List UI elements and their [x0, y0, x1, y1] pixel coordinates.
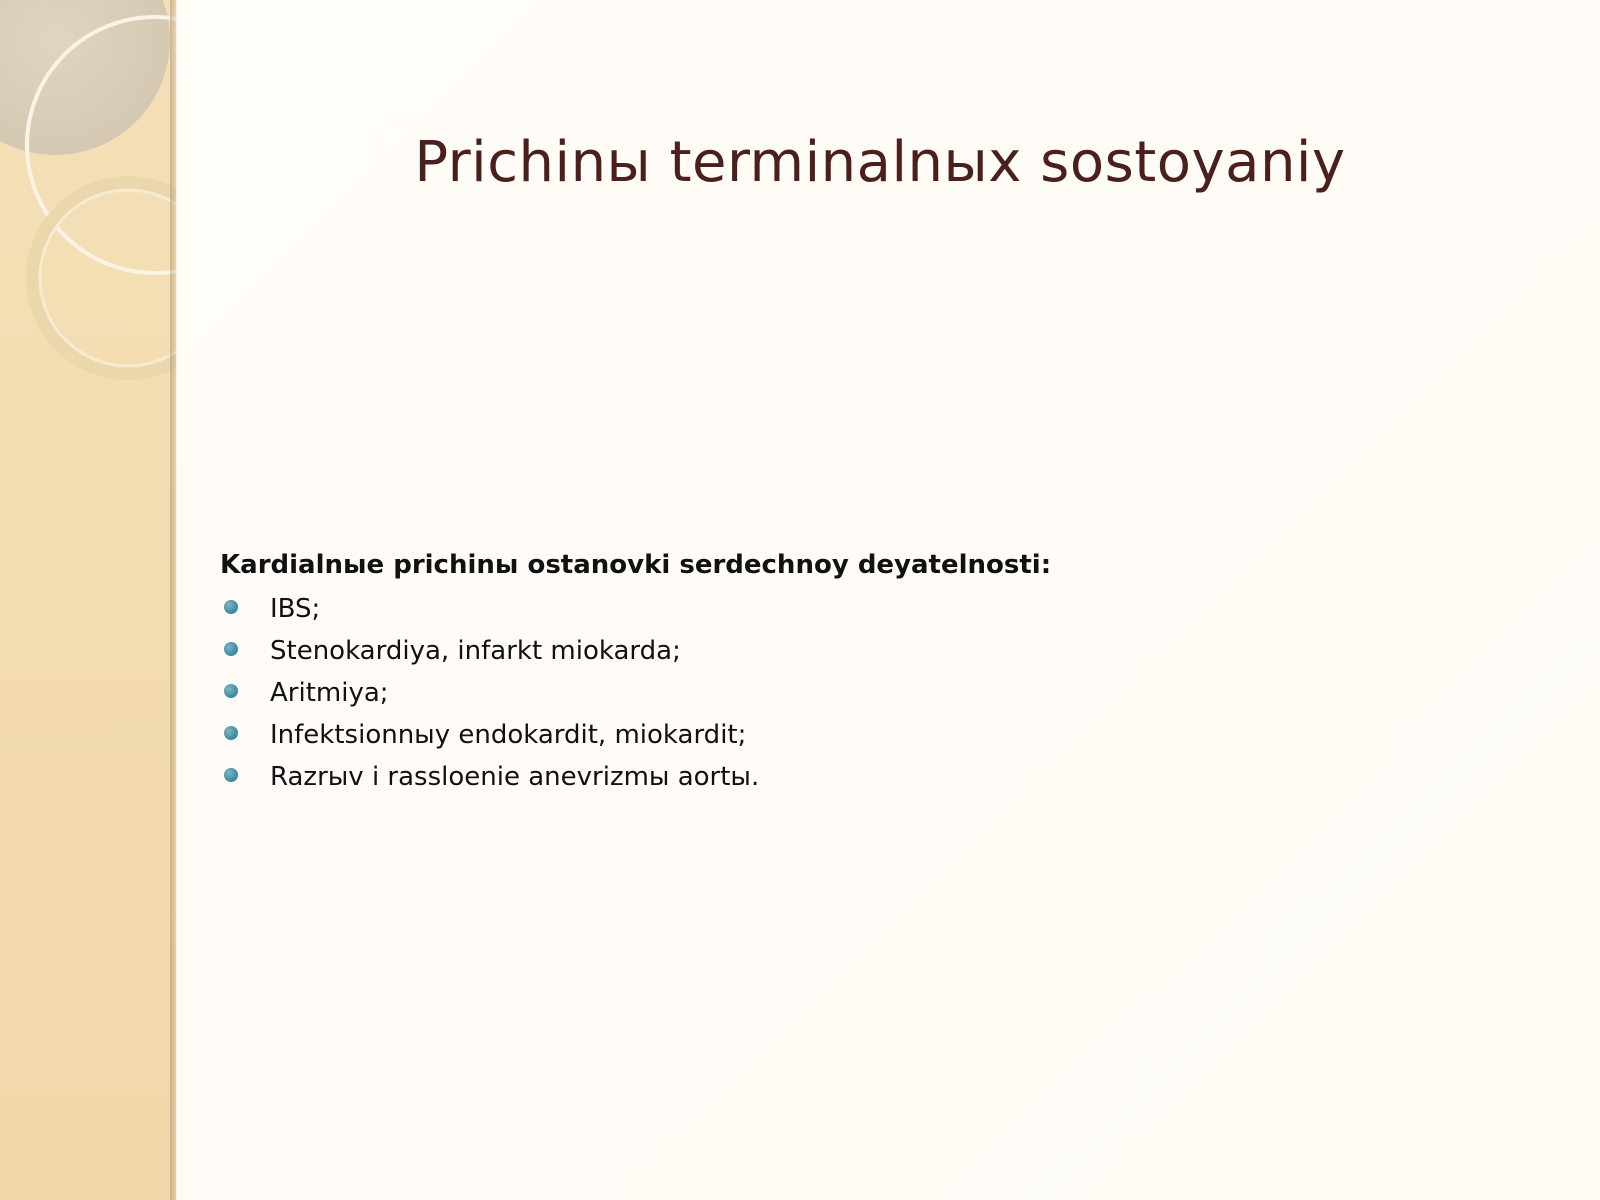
bullet-dot-icon [224, 684, 238, 698]
bullet-dot-icon [224, 642, 238, 656]
list-item-text: Aritmiya; [270, 678, 389, 708]
list-item-text: Infektsionnыy endokardit, miokardit; [270, 720, 747, 750]
list-item [220, 756, 1520, 798]
decorative-circles-icon [0, 0, 176, 420]
bullet-dot-icon [224, 768, 238, 782]
side-panel-shadow [170, 0, 178, 1200]
bullet-list [220, 588, 1520, 798]
list-item [220, 672, 1520, 714]
list-item-text: Razrыv i rassloenie anevrizmы aortы. [270, 762, 760, 792]
list-item [220, 588, 1520, 630]
slide-title: Prichinы terminalnыx sostoyaniy [414, 130, 1346, 195]
list-item [220, 630, 1520, 672]
content-heading: Kardialnыe prichinы ostanovki serdechnoy deyatelnosti: [220, 550, 1052, 580]
bullet-dot-icon [224, 600, 238, 614]
slide-content [220, 550, 1520, 798]
list-item [220, 714, 1520, 756]
bullet-dot-icon [224, 726, 238, 740]
list-item-text: IBS; [270, 594, 321, 624]
list-item-text: Stenokardiya, infarkt miokarda; [270, 636, 681, 666]
side-panel [0, 0, 176, 1200]
